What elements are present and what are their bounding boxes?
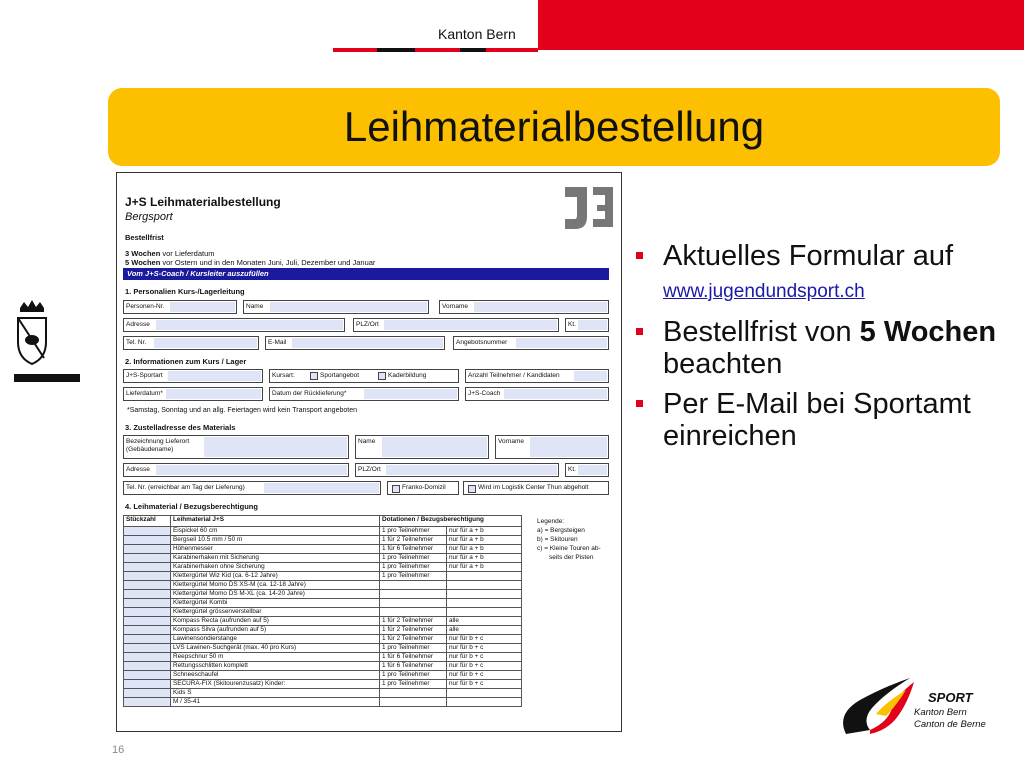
frist-weeks-2: 5 Wochen [125, 258, 161, 267]
quantity-cell[interactable] [124, 689, 171, 698]
material-cell: Klettergürtel grössenverstellbar [171, 608, 380, 617]
material-cell: Kompass Silva (aufrunden auf 5) [171, 626, 380, 635]
field-logistik [463, 481, 609, 495]
field-label: Name [246, 303, 264, 310]
header-rule [333, 48, 538, 52]
dotation-cell: 1 für 6 Teilnehmer [380, 662, 447, 671]
header-rule-black [377, 48, 415, 52]
bullet-item [636, 240, 1006, 308]
berechtigung-cell: nur für a + b [447, 527, 522, 536]
frist-line-1 [125, 249, 215, 258]
checkbox-label: Wird im Logistik Center Thun abgeholt [478, 484, 589, 491]
dotation-cell: 1 für 6 Teilnehmer [380, 653, 447, 662]
field-label: PLZ/Ort [356, 321, 379, 328]
field-entry[interactable] [530, 437, 607, 457]
dotation-cell [380, 698, 447, 707]
dotation-cell: 1 für 2 Teilnehmer [380, 617, 447, 626]
field-label: Datum der Rücklieferung* [272, 390, 347, 397]
jugendundsport-link[interactable]: www.jugendundsport.ch [663, 281, 865, 302]
field-lieferdatum[interactable] [123, 387, 263, 401]
bullet-item [636, 388, 1006, 452]
sport-logo-line-1: Kanton Bern [914, 707, 967, 718]
table-row [124, 662, 522, 671]
field-kt-2[interactable] [565, 463, 609, 477]
field-kursart [269, 369, 459, 383]
checkbox-label: Kaderbildung [388, 372, 427, 379]
berechtigung-cell: alle [447, 626, 522, 635]
material-cell: Eispickel 60 cm [171, 527, 380, 536]
berechtigung-cell [447, 698, 522, 707]
checkbox-sportangebot[interactable] [310, 372, 318, 380]
section-3-heading: 3. Zustelladresse des Materials [125, 423, 236, 432]
bullet-2-weeks: Wochen [883, 316, 997, 348]
quantity-cell[interactable] [124, 698, 171, 707]
quantity-cell[interactable] [124, 617, 171, 626]
table-row [124, 527, 522, 536]
quantity-cell[interactable] [124, 653, 171, 662]
berechtigung-cell: nur für a + b [447, 563, 522, 572]
form-subtitle: Bergsport [125, 211, 173, 223]
table-row [124, 680, 522, 689]
legend [537, 517, 601, 562]
field-label: Lieferdatum* [126, 390, 163, 397]
field-adresse-2[interactable] [123, 463, 349, 477]
field-vorname-2[interactable] [495, 435, 609, 459]
field-entry[interactable] [504, 389, 607, 399]
dotation-cell: 1 für 6 Teilnehmer [380, 545, 447, 554]
table-row [124, 644, 522, 653]
quantity-cell[interactable] [124, 599, 171, 608]
field-coach[interactable] [465, 387, 609, 401]
field-entry[interactable] [578, 320, 607, 330]
field-entry[interactable] [156, 465, 347, 475]
page-number: 16 [112, 744, 125, 756]
material-cell: Karabinerhaken ohne Sicherung [171, 563, 380, 572]
table-row [124, 563, 522, 572]
quantity-cell[interactable] [124, 527, 171, 536]
table-header-row [124, 516, 522, 527]
header-rule-black-2 [460, 48, 486, 52]
material-cell: Klettergürtel Wiz Kid (ca. 6-12 Jahre) [171, 572, 380, 581]
field-angebotsnummer[interactable] [453, 336, 609, 350]
berechtigung-cell: nur für b + c [447, 653, 522, 662]
field-label: (Gebäudename) [126, 446, 174, 453]
material-cell: Höhenmesser [171, 545, 380, 554]
field-franko [387, 481, 459, 495]
legend-line: seits der Pisten [549, 554, 594, 561]
field-label: Angebotsnummer [456, 339, 508, 346]
table-row [124, 653, 522, 662]
checkbox-kaderbildung[interactable] [378, 372, 386, 380]
th-dotation: Dotationen / Bezugsberechtigung [380, 516, 522, 527]
field-plz-ort-2[interactable] [355, 463, 559, 477]
header-red-block [538, 0, 1024, 50]
field-entry[interactable] [168, 371, 261, 381]
material-cell: SECURA-FIX (Skitourenzusatz) Kinder: [171, 680, 380, 689]
bullet-item [636, 316, 1006, 380]
field-label: Vorname [442, 303, 469, 310]
field-label: Tel. Nr. (erreichbar am Tag der Lieferung) [126, 484, 245, 491]
berechtigung-cell [447, 608, 522, 617]
js-logo-icon [561, 179, 617, 235]
quantity-cell[interactable] [124, 581, 171, 590]
kanton-label: Kanton Bern [438, 26, 516, 42]
sport-logo-text: SPORT [928, 690, 973, 705]
berechtigung-cell: nur für b + c [447, 662, 522, 671]
quantity-cell[interactable] [124, 536, 171, 545]
table-row [124, 590, 522, 599]
section-4-heading: 4. Leihmaterial / Bezugsberechtigung [125, 502, 258, 511]
field-entry[interactable] [574, 371, 607, 381]
slide-title: Leihmaterialbestellung [343, 103, 765, 150]
table-row [124, 617, 522, 626]
field-lieferort[interactable] [123, 435, 349, 459]
quantity-cell[interactable] [124, 671, 171, 680]
bullet-2-pre: Bestellfrist von [663, 316, 852, 348]
section-2-heading: 2. Informationen zum Kurs / Lager [125, 357, 247, 366]
dotation-cell: 1 pro Teilnehmer [380, 527, 447, 536]
berechtigung-cell: nur für a + b [447, 545, 522, 554]
table-row [124, 536, 522, 545]
field-label: J+S-Coach [468, 390, 501, 397]
material-cell: Bergseil 10.5 mm / 50 m [171, 536, 380, 545]
checkbox-label: Franko-Domizil [402, 484, 446, 491]
material-cell: LVS Lawinen-Suchgerät (max. 40 pro Kurs) [171, 644, 380, 653]
bullet-2-number: 5 [859, 316, 876, 348]
legend-line: b) = Skitouren [537, 536, 578, 543]
dotation-cell: 1 pro Teilnehmer [380, 563, 447, 572]
bullet-marker [636, 328, 643, 335]
legend-line: a) = Bergsteigen [537, 527, 585, 534]
material-cell: Lawinensondierstange [171, 635, 380, 644]
legend-line: Legende: [537, 518, 565, 525]
field-label: Vorname [498, 438, 525, 445]
bullet-marker [636, 400, 643, 407]
form-title: J+S Leihmaterialbestellung [125, 195, 281, 209]
field-entry[interactable] [156, 320, 343, 330]
checkbox-logistik[interactable] [468, 485, 476, 493]
frist-weeks-1: 3 Wochen [125, 249, 161, 258]
field-entry[interactable] [384, 320, 557, 330]
quantity-cell[interactable] [124, 563, 171, 572]
berechtigung-cell: nur für b + c [447, 671, 522, 680]
bullet-3-text: Per E-Mail bei Sportamt einreichen [663, 388, 971, 452]
th-material: Leihmaterial J+S [171, 516, 380, 527]
material-cell: Reepschnur 50 m [171, 653, 380, 662]
field-label: Name [358, 438, 376, 445]
material-cell: Rettungsschlitten komplett [171, 662, 380, 671]
material-cell: Kompass Recta (aufrunden auf 5) [171, 617, 380, 626]
field-label: Kt. [568, 321, 576, 328]
bullet-1-text: Aktuelles Formular auf [663, 240, 954, 272]
dotation-cell [380, 689, 447, 698]
table-row [124, 608, 522, 617]
dotation-cell: 1 für 2 Teilnehmer [380, 626, 447, 635]
frist-text-1: vor Lieferdatum [162, 249, 215, 258]
quantity-cell[interactable] [124, 572, 171, 581]
table-row [124, 545, 522, 554]
bern-crest-icon [14, 298, 50, 366]
sport-kanton-bern-logo [836, 668, 1018, 744]
dotation-cell: 1 für 2 Teilnehmer [380, 536, 447, 545]
quantity-cell[interactable] [124, 680, 171, 689]
field-label: Anzahl Teilnehmer / Kandidaten [468, 372, 560, 379]
checkbox-label: Sportangebot [320, 372, 360, 379]
field-tel-2[interactable] [123, 481, 381, 495]
field-entry[interactable] [264, 483, 379, 493]
field-label: Tel. Nr. [126, 339, 147, 346]
field-label: Kursart: [272, 372, 295, 379]
berechtigung-cell [447, 581, 522, 590]
field-name-2[interactable] [355, 435, 489, 459]
berechtigung-cell: nur für a + b [447, 536, 522, 545]
field-entry[interactable] [166, 389, 261, 399]
field-entry[interactable] [382, 437, 487, 457]
quantity-cell[interactable] [124, 626, 171, 635]
legend-line: c) = Kleine Touren ab- [537, 545, 601, 552]
field-entry[interactable] [578, 465, 607, 475]
berechtigung-cell [447, 599, 522, 608]
crest-rule [14, 374, 80, 382]
berechtigung-cell [447, 572, 522, 581]
berechtigung-cell: nur für b + c [447, 680, 522, 689]
header-band [0, 0, 1024, 52]
field-label: Kt. [568, 466, 576, 473]
berechtigung-cell [447, 689, 522, 698]
field-email[interactable] [265, 336, 445, 350]
dotation-cell: 1 pro Teilnehmer [380, 680, 447, 689]
berechtigung-cell: nur für b + c [447, 635, 522, 644]
checkbox-franko[interactable] [392, 485, 400, 493]
material-cell: M / 35-41 [171, 698, 380, 707]
bullet-marker [636, 252, 643, 259]
material-cell: Schneeschaufel [171, 671, 380, 680]
dotation-cell: 1 pro Teilnehmer [380, 554, 447, 563]
field-ruecklieferung[interactable] [269, 387, 459, 401]
bestellfrist-label: Bestellfrist [125, 233, 164, 242]
field-adresse[interactable] [123, 318, 345, 332]
field-entry[interactable] [364, 389, 457, 399]
field-entry[interactable] [154, 338, 257, 348]
berechtigung-cell: nur für b + c [447, 644, 522, 653]
field-label: PLZ/Ort [358, 466, 381, 473]
field-label: Adresse [126, 321, 150, 328]
material-cell: Kids S [171, 689, 380, 698]
table-row [124, 572, 522, 581]
quantity-cell[interactable] [124, 608, 171, 617]
field-entry[interactable] [474, 302, 607, 312]
field-entry[interactable] [270, 302, 427, 312]
field-tel[interactable] [123, 336, 259, 350]
field-entry[interactable] [204, 437, 347, 457]
dotation-cell [380, 581, 447, 590]
field-label: E-Mail [268, 339, 287, 346]
table-row [124, 554, 522, 563]
sport-logo-line-2: Canton de Berne [914, 719, 986, 730]
quantity-cell[interactable] [124, 635, 171, 644]
material-cell: Karabinerhaken mit Sicherung [171, 554, 380, 563]
field-name[interactable] [243, 300, 429, 314]
material-table [123, 515, 522, 707]
dotation-cell: 1 pro Teilnehmer [380, 572, 447, 581]
field-entry[interactable] [292, 338, 443, 348]
dotation-cell: 1 pro Teilnehmer [380, 644, 447, 653]
quantity-cell[interactable] [124, 590, 171, 599]
quantity-cell[interactable] [124, 545, 171, 554]
berechtigung-cell: alle [447, 617, 522, 626]
field-label: Adresse [126, 466, 150, 473]
form-section-bar: Vom J+S-Coach / Kursleiter auszufüllen [123, 268, 609, 280]
material-cell: Klettergürtel Momo DS M-XL (ca. 14-20 Jahre) [171, 590, 380, 599]
material-cell: Klettergürtel Kombi [171, 599, 380, 608]
berechtigung-cell: nur für a + b [447, 554, 522, 563]
frist-line-2 [125, 258, 375, 267]
table-row [124, 626, 522, 635]
dotation-cell: 1 pro Teilnehmer [380, 671, 447, 680]
field-label: Personen-Nr. [126, 303, 165, 310]
frist-text-2: vor Ostern und in den Monaten Juni, Juli, Dezember und Januar [162, 258, 376, 267]
transport-note: *Samstag, Sonntag und an allg. Feiertagen wird kein Transport angeboten [127, 407, 357, 414]
quantity-cell[interactable] [124, 662, 171, 671]
quantity-cell[interactable] [124, 644, 171, 653]
field-entry[interactable] [170, 302, 235, 312]
field-label: Bezeichnung Lieferort [126, 438, 190, 445]
dotation-cell [380, 608, 447, 617]
field-anzahl[interactable] [465, 369, 609, 383]
field-vorname[interactable] [439, 300, 609, 314]
berechtigung-cell [447, 590, 522, 599]
table-row [124, 635, 522, 644]
field-plz-ort[interactable] [353, 318, 559, 332]
form-preview [116, 172, 622, 732]
bullet-list [636, 240, 1006, 460]
th-stueckzahl: Stückzahl [124, 516, 171, 527]
dotation-cell [380, 599, 447, 608]
table-row [124, 581, 522, 590]
dotation-cell: 1 für 2 Teilnehmer [380, 635, 447, 644]
quantity-cell[interactable] [124, 554, 171, 563]
table-row [124, 698, 522, 707]
title-bar [108, 88, 1000, 166]
table-row [124, 689, 522, 698]
section-1-heading: 1. Personalien Kurs-/Lagerleitung [125, 287, 245, 296]
field-personen-nr[interactable] [123, 300, 237, 314]
table-row [124, 671, 522, 680]
dotation-cell [380, 590, 447, 599]
field-sportart[interactable] [123, 369, 263, 383]
table-row [124, 599, 522, 608]
field-entry[interactable] [386, 465, 557, 475]
field-entry[interactable] [516, 338, 607, 348]
material-cell: Klettergürtel Momo DS XS-M (ca. 12-18 Jahre) [171, 581, 380, 590]
field-kt[interactable] [565, 318, 609, 332]
field-label: J+S-Sportart [126, 372, 163, 379]
bullet-2-post: beachten [663, 348, 783, 380]
